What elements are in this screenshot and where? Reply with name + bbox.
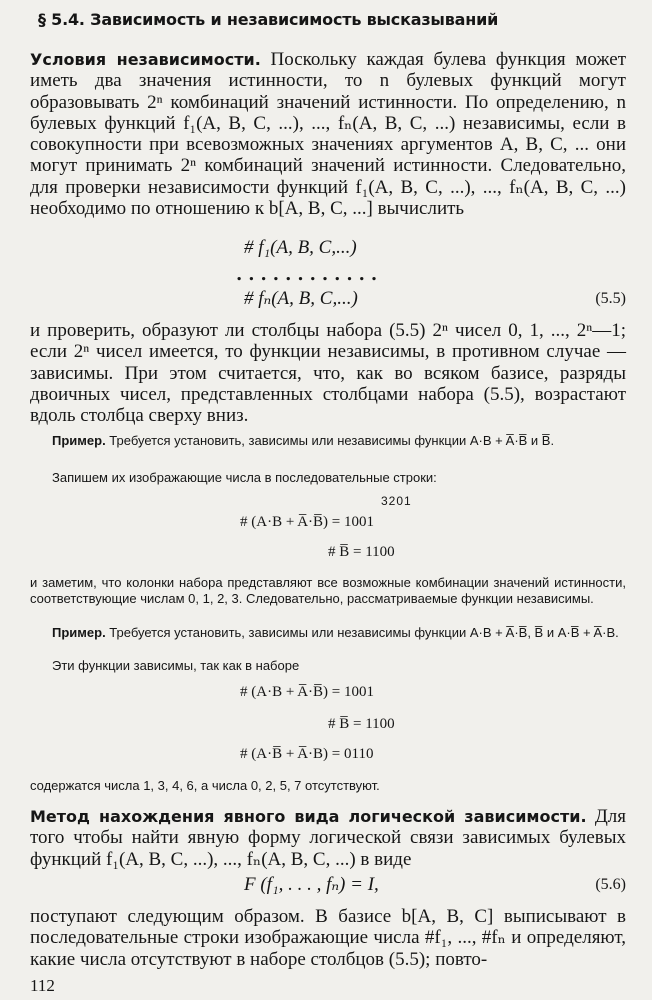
example2-lead: Пример.	[52, 625, 106, 640]
example2-formula2: # B̅ = 1100	[328, 716, 395, 732]
example1-formula2: # B̅ = 1100	[328, 544, 395, 560]
example2-text: Требуется установить, зависимы или независимы функции A·B + A̅·B̅, B̅ и A·B̅ + A̅·B.	[105, 625, 619, 640]
explicit-form-method-paragraph	[30, 806, 626, 870]
example1-conclusion: и заметим, что колонки набора представляют все возможные комбинации значений истинности, соответствующие числам 0, 1, 2, 3. Следовательно, рассматриваемые функции независимы.	[30, 575, 626, 606]
method-procedure-paragraph: поступают следующим образом. В базисе b[A, B, C] выписывают в последовательные строки изображающие числа #f₁, ..., #fₙ и определяют, какие числа отсутствуют в наборе столбцов (5.5); повто-	[30, 906, 626, 970]
page-number: 112	[30, 976, 55, 995]
example1-text: Требуется установить, зависимы или независимы функции A·B + A̅·B̅ и B̅.	[105, 433, 555, 448]
example2-statement	[30, 625, 626, 641]
formula-5-6: F (f₁, . . . , fₙ) = I,	[244, 874, 379, 895]
explicit-form-method-lead: Метод нахождения явного вида логической зависимости.	[30, 807, 587, 826]
example1-statement	[30, 433, 626, 449]
example1-lead: Пример.	[52, 433, 106, 448]
example2-intro: Эти функции зависимы, так как в наборе	[52, 658, 300, 673]
example1-column-numbers: 3201	[381, 494, 412, 508]
example2-formula3: # (A·B̅ + A̅·B) = 0110	[240, 746, 374, 762]
example2-formula1: # (A·B + A̅·B̅) = 1001	[240, 684, 374, 700]
formula-5-5-dots: ............	[236, 264, 384, 285]
example1-formula1: # (A·B + A̅·B̅) = 1001	[240, 514, 374, 530]
equation-number-5-5: (5.5)	[595, 290, 626, 307]
formula-5-5-line1: # f₁(A, B, C,...)	[244, 237, 357, 258]
independence-conditions-lead: Условия независимости.	[30, 50, 261, 69]
equation-number-5-6: (5.6)	[595, 876, 626, 893]
formula-5-5-line2: # fₙ(A, B, C,...)	[244, 288, 358, 309]
example2-conclusion: содержатся числа 1, 3, 4, 6, а числа 0, 2, 5, 7 отсутствуют.	[30, 778, 380, 793]
example1-intro: Запишем их изображающие числа в последовательные строки:	[52, 470, 437, 485]
explicit-form-method-text: Для того чтобы найти явную форму логической связи зависимых булевых функций f₁(A, B, C, ...), ..., fₙ(A, B, C, ...) в виде	[30, 806, 626, 870]
independence-conditions-paragraph	[30, 49, 626, 219]
check-columns-paragraph: и проверить, образуют ли столбцы набора (5.5) 2ⁿ чисел 0, 1, ..., 2ⁿ—1; если 2ⁿ чисел имеется, то функции независимы, в противном случае — зависимы. При этом считается, что, как во всяком базисе, разряды двоичных чисел, представленных столбцами набора (5.5), возрастают вдоль столбца сверху вниз.	[30, 320, 626, 427]
section-heading: § 5.4. Зависимость и независимость высказываний	[38, 10, 499, 29]
independence-conditions-text: Поскольку каждая булева функция может иметь два значения истинности, то n булевых функций могут образовывать 2ⁿ комбинаций значений истинности. По определению, n булевых функций f₁(A, B, C, ...), ..., fₙ(A, B, C, ...) независимы, если в совокупности при всевозможных значениях аргументов A, B, C, ... они могут принимать 2ⁿ комбинаций значений истинности. Следовательно, для проверки независимости функций f₁(A, B, C, ...), ..., fₙ(A, B, C, ...) необходимо по отношению к b[A, B, C, ...] вычислить	[30, 49, 627, 220]
